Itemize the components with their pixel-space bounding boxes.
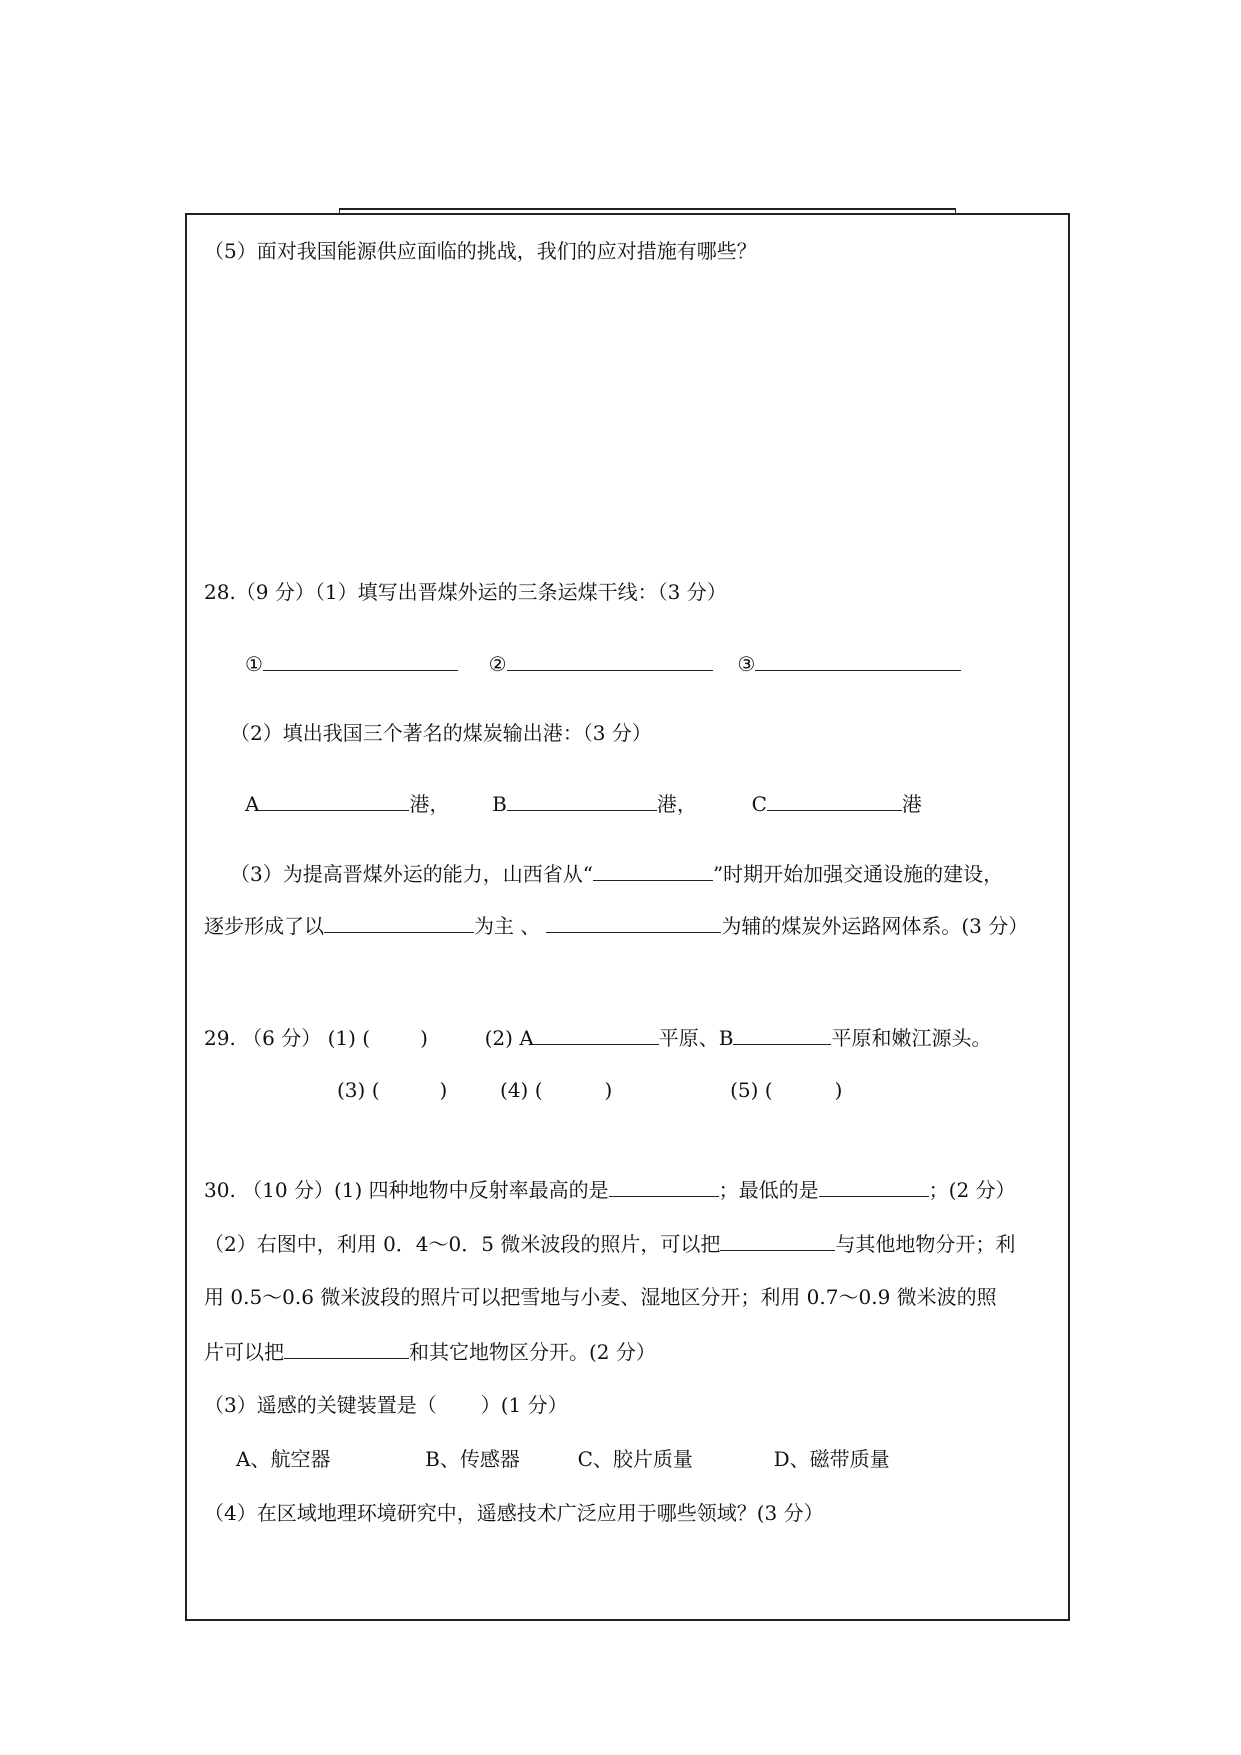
option-a[interactable]: A、航空器: [236, 1447, 331, 1471]
q28-part2-prompt: （2）填出我国三个著名的煤炭输出港：（3 分）: [230, 721, 652, 745]
option-c[interactable]: C、胶片质量: [577, 1447, 693, 1471]
circle-number-1: ①: [245, 652, 263, 676]
q28-part3-text-b: ”时期开始加强交通设施的建设，: [712, 862, 1004, 886]
q30-part3-prompt: [204, 1392, 568, 1418]
q29-plain-a-text: 平原、B: [658, 1026, 734, 1050]
port-c-suffix: 港: [901, 792, 922, 816]
circle-number-2: ②: [488, 652, 507, 676]
band3-object-blank[interactable]: [284, 1338, 409, 1359]
q29-row1: [204, 1024, 991, 1051]
q28-part3-text-a: （3）为提高晋煤外运的能力，山西省从“: [230, 862, 593, 886]
band1-object-blank[interactable]: [720, 1230, 835, 1251]
q30-options: [236, 1446, 890, 1472]
q28-part3-text-e: 为辅的煤炭外运路网体系。(3 分）: [721, 914, 1029, 938]
q30-part2-line2: 用 0.5～0.6 微米波段的照片可以把雪地与小麦、湿地区分开；利用 0.7～0.9 微米波的照: [204, 1285, 997, 1309]
q30-part2-line3: [204, 1338, 656, 1365]
q28-part3-text-c: 逐步形成了以: [204, 914, 324, 938]
q29-p5-label: (5) (: [730, 1078, 773, 1102]
port-c-label: C: [751, 792, 767, 816]
port-a-blank[interactable]: [259, 790, 409, 811]
q28-part3-line2: [204, 912, 1028, 939]
q28-ports-row: [245, 790, 922, 817]
q30-part2-text-e: 和其它地物区分开。(2 分）: [409, 1340, 656, 1364]
q28-railway-blanks: [245, 650, 961, 677]
q27-part5-prompt: （5）面对我国能源供应面临的挑战，我们的应对措施有哪些？: [204, 239, 757, 263]
q30-part2-text-b: 与其他地物分开；利: [835, 1232, 1016, 1256]
q29-p3-label: (3) (: [337, 1078, 380, 1102]
q30-header: 30. （10 分）(1) 四种地物中反射率最高的是: [204, 1178, 609, 1202]
plain-b-blank[interactable]: [733, 1024, 831, 1045]
highest-reflectance-blank[interactable]: [609, 1176, 719, 1197]
q29-header: 29. （6 分） (1) (: [204, 1026, 371, 1050]
port-b-suffix: 港，: [656, 792, 697, 816]
port-a-label: A: [245, 792, 260, 816]
q29-p2-label: (2) A: [484, 1026, 534, 1050]
q28-part3-text-d: 为主 、: [474, 914, 541, 938]
plain-a-blank[interactable]: [534, 1024, 659, 1045]
q29-p1-close: ): [420, 1026, 428, 1050]
main-route-blank[interactable]: [324, 912, 474, 933]
q29-p4-close: ): [604, 1078, 613, 1102]
railway-1-blank[interactable]: [263, 650, 458, 671]
q30-part2-line1: [204, 1230, 1015, 1257]
q30-row1: [204, 1176, 1016, 1203]
auxiliary-route-blank[interactable]: [546, 912, 721, 933]
lowest-reflectance-blank[interactable]: [819, 1176, 929, 1197]
port-b-blank[interactable]: [507, 790, 657, 811]
q28-part3-line1: [230, 860, 1003, 887]
port-b-label: B: [492, 792, 507, 816]
railway-2-blank[interactable]: [507, 650, 713, 671]
option-d[interactable]: D、磁带质量: [773, 1447, 890, 1471]
q30-part3-text-b: ）(1 分）: [480, 1393, 568, 1417]
q29-p4-label: (4) (: [500, 1078, 543, 1102]
q29-p5-close: ): [834, 1078, 843, 1102]
q30-part4-prompt: （4）在区域地理环境研究中，遥感技术广泛应用于哪些领域？(3 分）: [204, 1501, 824, 1525]
q30-part2-text-d: 片可以把: [204, 1340, 284, 1364]
port-c-blank[interactable]: [767, 790, 902, 811]
q29-row2: [337, 1077, 842, 1103]
q30-part3-text-a: （3）遥感的关键装置是（: [204, 1393, 437, 1417]
q29-plain-b-text: 平原和嫩江源头。: [831, 1026, 992, 1050]
q29-p3-close: ): [439, 1078, 448, 1102]
period-blank[interactable]: [593, 860, 713, 881]
port-a-suffix: 港，: [409, 792, 450, 816]
option-b[interactable]: B、传感器: [425, 1447, 520, 1471]
q30-part2-text-a: （2）右图中，利用 0．4～0．5 微米波段的照片，可以把: [204, 1232, 721, 1256]
q30-score1: ；(2 分）: [928, 1178, 1016, 1202]
railway-3-blank[interactable]: [755, 650, 961, 671]
circle-number-3: ③: [737, 652, 756, 676]
q30-lowest-text: ；最低的是: [718, 1178, 819, 1202]
q28-header: 28.（9 分）（1）填写出晋煤外运的三条运煤干线：（3 分）: [204, 580, 727, 604]
